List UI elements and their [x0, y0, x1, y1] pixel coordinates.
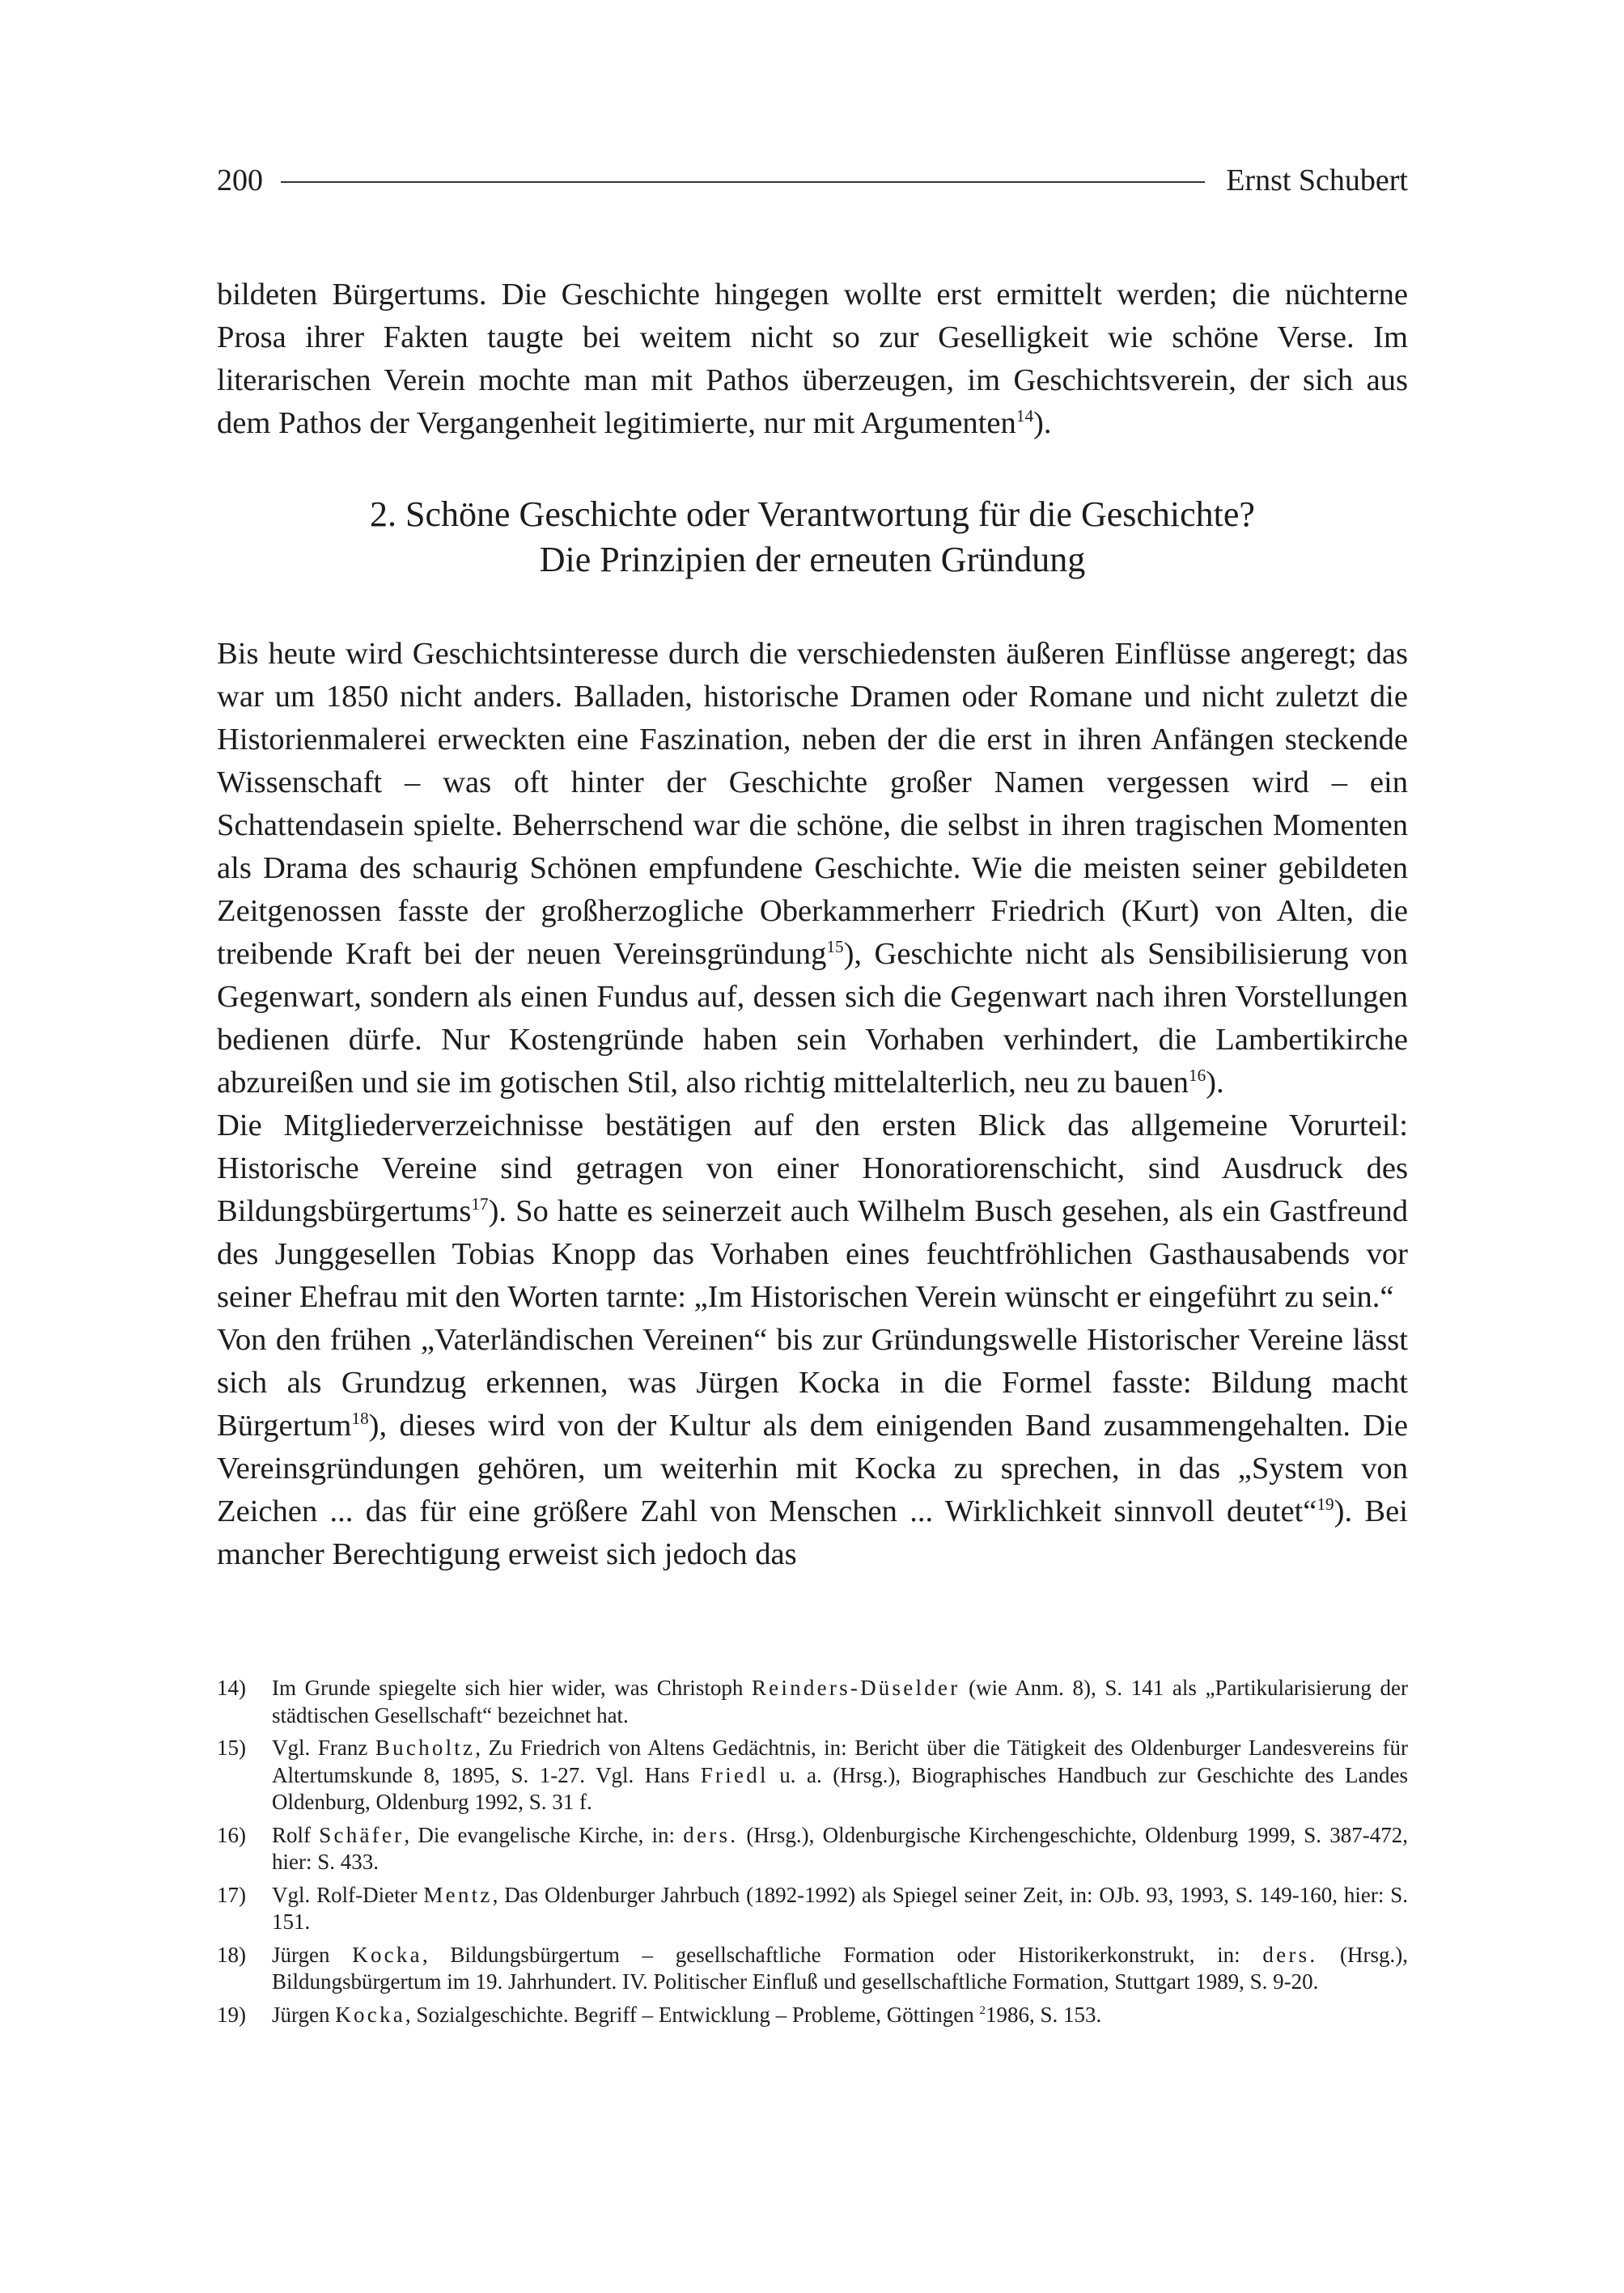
footnote-number: 18)	[217, 1942, 246, 1967]
footnote-segment: Jürgen	[272, 2002, 336, 2027]
paragraph-text: bildeten Bürgertums. Die Geschichte hingegen wollte erst ermittelt werden; die nüchterne Prosa ihrer Fakten taugte bei weitem nicht so zur Geselligkeit wie schöne Verse. Im literarischen Verein mochte man mit Pathos überzeugen, im Geschichtsverein, der sich aus dem Pathos der Vergangenheit legitimierte, nur mit Argumenten	[217, 278, 1408, 440]
footnote-ref: 16	[1188, 1066, 1206, 1086]
footnote-number: 16)	[217, 1822, 246, 1847]
footnote-segment: u. a. (Hrsg.), Biographisches Handbuch zur Geschichte des Landes Oldenburg, Oldenburg 1992, S. 31 f.	[272, 1762, 1409, 1814]
footnote-segment: Vgl. Rolf-Dieter	[272, 1882, 424, 1907]
author-name: Kocka	[352, 1942, 422, 1967]
section-title: 2. Schöne Geschichte oder Verantwortung für die Geschichte?	[370, 494, 1255, 534]
footnotes	[217, 1675, 1408, 2034]
section-subtitle: Die Prinzipien der erneuten Gründung	[539, 540, 1086, 579]
footnote-number: 14)	[217, 1676, 246, 1700]
footnote-ref: 18	[351, 1409, 369, 1429]
running-head-author: Ernst Schubert	[1226, 163, 1408, 197]
footnote-segment: Rolf	[272, 1822, 320, 1847]
paragraph-text: Die Mitgliederverzeichnisse bestätigen auf den ersten Blick das allgemeine Vorurteil: Historische Vereine sind getragen von einer Honoratiorenschicht, sind Ausdruck des Bildungsbürgertums	[217, 1108, 1408, 1228]
footnote-ref: 19	[1317, 1494, 1334, 1515]
footnote-segment: Jürgen	[272, 1942, 353, 1967]
paragraph-text: Bis heute wird Geschichtsinteresse durch die verschiedensten äußeren Einflüsse angeregt; das war um 1850 nicht anders. Balladen, historische Dramen oder Romane und nicht zuletzt die Historienmalerei erweckten eine Faszination, neben der die erst in ihren Anfängen steckende Wissenschaft – was oft hinter der Geschichte großer Namen vergessen wird – ein Schattendasein spielte. Beherrschend war die schöne, die selbst in ihren tragischen Momenten als Drama des schaurig Schönen empfundene Geschichte. Wie die meisten seiner gebildeten Zeitgenossen fasste der großherzogliche Oberkammerherr Friedrich (Kurt) von Alten, die treibende Kraft bei der neuen Vereinsgründung	[217, 637, 1408, 971]
footnote	[217, 1882, 1408, 1936]
footnote-segment: , Zu Friedrich von Altens Gedächtnis, in: Bericht über die Tätigkeit des Oldenburger Landesvereins für Altertumskunde 8, 1895, S. 1-27. Vgl. Hans	[272, 1736, 1408, 1787]
paragraph-continued	[217, 273, 1408, 445]
header-rule	[281, 181, 1205, 183]
footnote	[217, 2002, 1408, 2029]
footnote-segment: (wie Anm. 8), S. 141 als „Partikularisierung der städtischen Gesellschaft“ bezeichnet hat.	[272, 1676, 1408, 1727]
footnote-segment: , Das Oldenburger Jahrbuch (1892-1992) als Spiegel seiner Zeit, in: OJb. 93, 1993, S. 149-160, hier: S. 151.	[272, 1882, 1408, 1934]
paragraph-text: ).	[1033, 406, 1052, 440]
paragraph-text: ). So hatte es seinerzeit auch Wilhelm Busch gesehen, als ein Gastfreund des Junggesellen Tobias Knopp das Vorhaben eines feuchtfröhlichen Gasthausabends vor seiner Ehefrau mit den Worten tarnte: „Im Historischen Verein wünscht er eingeführt zu sein.“	[217, 1194, 1408, 1314]
paragraph-text: ), dieses wird von der Kultur als dem einigenden Band zusammengehalten. Die Vereinsgründungen gehören, um weiterhin mit Kocka zu sprechen, in das „System von Zeichen ... das für eine größere Zahl von Menschen ... Wirklichkeit sinnvoll deutet“	[217, 1409, 1408, 1528]
author-name: Bucholtz	[375, 1736, 476, 1760]
author-name: Kocka	[335, 2002, 405, 2027]
footnote-segment: , Die evangelische Kirche, in:	[404, 1822, 684, 1847]
author-name: Schäfer	[319, 1822, 405, 1847]
author-name: Friedl	[700, 1762, 769, 1787]
paragraph-text: ), Geschichte nicht als Sensibilisierung von Gegenwart, sondern als einen Fundus auf, dessen sich die Gegenwart nach ihren Vorstellungen bedienen dürfe. Nur Kostengründe haben sein Vorhaben verhindert, die Lambertikirche abzureißen und sie im gotischen Stil, also richtig mittelalterlich, neu zu bauen	[217, 937, 1408, 1100]
footnote-number: 19)	[217, 2002, 246, 2027]
paragraph-text: ). Bei mancher Berechtigung erweist sich jedoch das	[217, 1494, 1408, 1571]
footnote-segment: Vgl. Franz	[272, 1736, 375, 1760]
footnote-text	[272, 1882, 1408, 1936]
author-name: Reinders-Düselder	[751, 1676, 960, 1700]
footnote-segment: 1986, S. 153.	[985, 2002, 1102, 2027]
footnote-segment: (Hrsg.), Oldenburgische Kirchengeschichte, Oldenburg 1999, S. 387-472, hier: S. 433.	[272, 1822, 1408, 1874]
footnote-ref: 17	[471, 1194, 489, 1214]
footnote-segment: Im Grunde spiegelte sich hier wider, was Christoph	[272, 1676, 752, 1700]
footnote	[217, 1822, 1408, 1876]
footnote-segment: , Sozialgeschichte. Begriff – Entwicklung – Probleme, Göttingen	[405, 2002, 980, 2027]
footnote-text	[272, 1822, 1408, 1876]
running-head	[217, 162, 1408, 199]
footnote-ref: 14	[1016, 406, 1034, 426]
page-number: 200	[217, 163, 263, 197]
author-name: ders.	[1262, 1942, 1318, 1967]
footnote-segment: (Hrsg.), Bildungsbürgertum im 19. Jahrhundert. IV. Politischer Einfluß und gesellschaftliche Formation, Stuttgart 1989, S. 9-20.	[272, 1942, 1408, 1994]
footnote-text	[272, 1675, 1408, 1729]
footnote	[217, 1735, 1408, 1816]
footnote-number: 17)	[217, 1882, 246, 1907]
page-body	[217, 162, 1408, 1576]
author-name: Mentz	[423, 1882, 493, 1907]
footnote-text	[272, 1942, 1408, 1996]
footnote-number: 15)	[217, 1736, 246, 1760]
footnote-ref: 15	[826, 937, 844, 957]
author-name: ders.	[683, 1822, 739, 1847]
main-text	[217, 273, 1408, 1576]
paragraph	[217, 633, 1408, 1104]
footnote-segment: , Bildungsbürgertum – gesellschaftliche Formation oder Historikerkonstrukt, in:	[422, 1942, 1263, 1967]
section-heading	[217, 492, 1408, 583]
edition-number: 2	[979, 2003, 986, 2017]
paragraph	[217, 1104, 1408, 1319]
paragraph-text: Von den frühen „Vaterländischen Vereinen“ bis zur Gründungswelle Historischer Vereine lässt sich als Grundzug erkennen, was Jürgen Kocka in die Formel fasste: Bildung macht Bürgertum	[217, 1323, 1408, 1443]
paragraph	[217, 1319, 1408, 1576]
paragraph-text: ).	[1206, 1066, 1224, 1100]
footnote	[217, 1675, 1408, 1729]
footnote	[217, 1942, 1408, 1996]
footnote-text	[272, 1735, 1408, 1816]
footnote-text	[272, 2002, 1408, 2029]
